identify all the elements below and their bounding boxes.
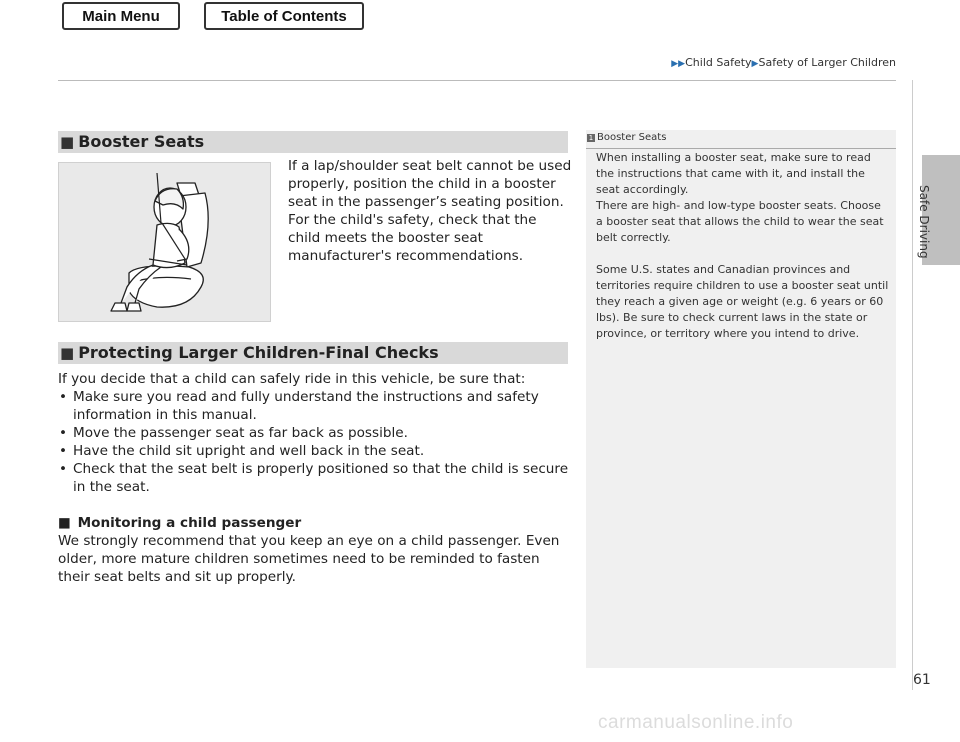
final-checks-intro: If you decide that a child can safely ride in this vehicle, be sure that: — [58, 371, 526, 387]
note-paragraph: When installing a booster seat, make sure to read the instructions that came with it, and install the seat accordingly. — [596, 151, 871, 196]
side-divider — [912, 80, 913, 690]
watermark: carmanualsonline.info — [598, 712, 794, 733]
note-body — [596, 150, 890, 342]
filled-square-icon: ■ — [58, 515, 71, 531]
section-header-final-checks — [58, 342, 568, 364]
final-checks-list — [58, 388, 573, 496]
chapter-tab-label: Safe Driving — [917, 185, 931, 259]
list-item: • Make sure you read and fully understand the instructions and safety information in this manual. — [58, 388, 573, 424]
final-checks-body — [58, 370, 573, 586]
breadcrumb-item-larger-children: Safety of Larger Children — [758, 56, 896, 69]
breadcrumb — [671, 56, 896, 69]
list-item: • Have the child sit upright and well back in the seat. — [58, 442, 573, 460]
page-number: 61 — [913, 672, 931, 688]
monitoring-text: We strongly recommend that you keep an eye on a child passenger. Even older, more mature children sometimes need to be reminded to fasten their seat belts and sit up properly. — [58, 533, 560, 585]
booster-seat-text: If a lap/shoulder seat belt cannot be used properly, position the child in a booster seat in the passenger’s seating position. For the child's safety, check that the child meets the booster seat manufacturer's recommendations. — [288, 158, 572, 264]
filled-square-icon: ■ — [60, 133, 75, 151]
list-item: • Move the passenger seat as far back as possible. — [58, 424, 573, 442]
info-icon: 1 — [588, 134, 594, 142]
section-title: Booster Seats — [78, 132, 205, 151]
note-title — [586, 130, 896, 149]
header-divider — [58, 80, 896, 81]
section-header-booster-seats — [58, 131, 568, 153]
breadcrumb-item-child-safety[interactable]: Child Safety — [685, 56, 752, 69]
booster-seat-illustration — [58, 162, 271, 322]
table-of-contents-button[interactable]: Table of Contents — [204, 2, 364, 30]
note-paragraph: There are high- and low-type booster seats. Choose a booster seat that allows the child to wear the seat belt correctly. — [596, 199, 884, 244]
section-title: Protecting Larger Children-Final Checks — [78, 343, 439, 362]
note-title-text: Booster Seats — [597, 132, 667, 143]
child-in-booster-seat-icon — [59, 163, 270, 321]
filled-square-icon: ■ — [60, 344, 75, 362]
right-arrow-icon: ▶ — [751, 59, 759, 69]
note-paragraph: Some U.S. states and Canadian provinces and territories require children to use a booster seat until they reach a given age or weight (e.g. 6 years or 60 lbs). Be sure to check current laws in the state or province, or territory where you intend to drive. — [596, 263, 889, 340]
double-right-arrow-icon: ▶▶ — [671, 59, 686, 69]
sidebar-note — [586, 130, 896, 668]
subheading-text: Monitoring a child passenger — [77, 515, 302, 531]
list-item: • Check that the seat belt is properly positioned so that the child is secure in the seat. — [58, 460, 573, 496]
main-menu-button[interactable]: Main Menu — [62, 2, 180, 30]
subheading-monitoring — [58, 514, 573, 532]
